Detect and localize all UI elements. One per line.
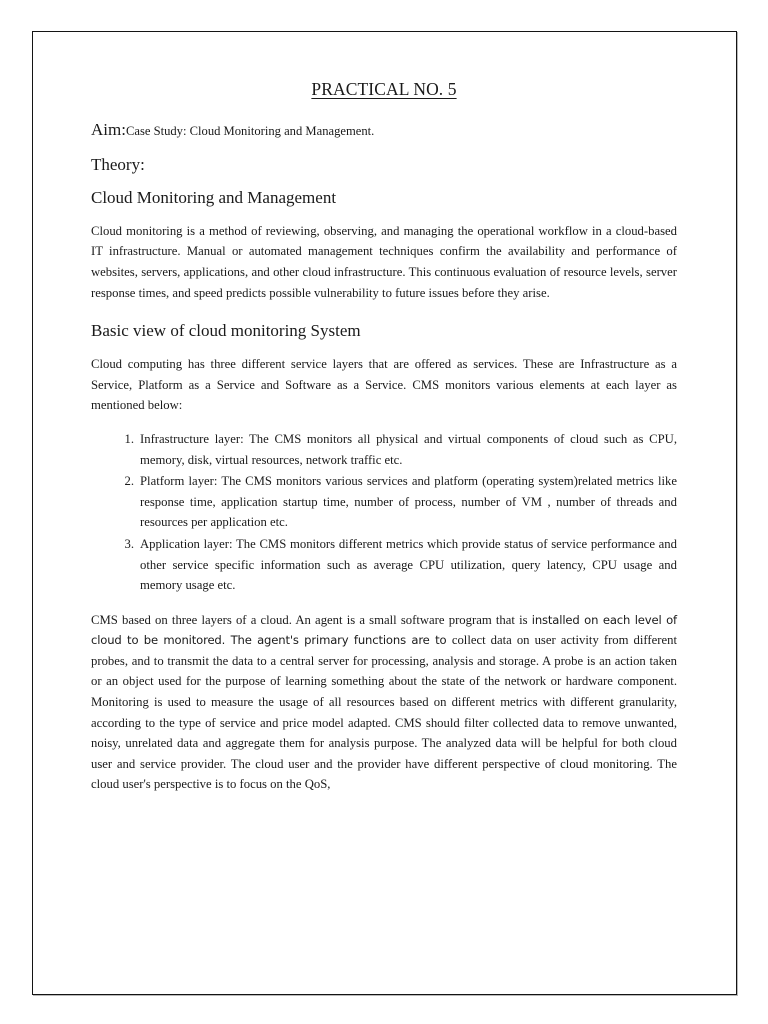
document-content xyxy=(91,78,677,795)
closing-paragraph-part-2: installed on each level of cloud to be monitored. The agent's primary functions are to xyxy=(91,612,677,648)
aim-text: Case Study: Cloud Monitoring and Management. xyxy=(125,123,375,138)
theory-heading: Theory: xyxy=(91,154,145,174)
section-heading-cloud-monitoring-and-management: Cloud Monitoring and Management xyxy=(91,187,337,207)
list-item: Application layer: The CMS monitors different metrics which provide status of service performance and other service specific information such as average CPU utilization, query latency, CPU usage and memory usage etc. xyxy=(140,536,677,593)
aim-label: Aim: xyxy=(91,119,126,139)
list-item: Platform layer: The CMS monitors various services and platform (operating system)related metrics like response time, application startup time, number of process, number of VM , number of threads and resources per application etc. xyxy=(140,474,677,530)
page-title xyxy=(91,78,677,102)
closing-paragraph xyxy=(91,610,677,795)
page-title-text: PRACTICAL NO. 5 xyxy=(311,79,457,99)
aim-line xyxy=(91,119,677,141)
section-paragraph-basic-view-of-cloud-monitoring-system: Cloud computing has three different service layers that are offered as services. These are Infrastructure as a Service, Platform as a Service and Software as a Service. CMS monitors various elements at each layer as mentioned below: xyxy=(91,357,677,413)
layer-list xyxy=(91,429,677,596)
section-heading-basic-view-of-cloud-monitoring-system: Basic view of cloud monitoring System xyxy=(91,321,361,341)
section-paragraph-cloud-monitoring-and-management: Cloud monitoring is a method of reviewing, observing, and managing the operational workflow in a cloud-based IT infrastructure. Manual or automated management techniques confirm the availability and performance of websites, servers, applications, and other cloud infrastructure. This continuous evaluation of resource levels, server response times, and speed predicts possible vulnerability to future issues before they arise. xyxy=(91,223,677,300)
closing-paragraph-part-1: CMS based on three layers of a cloud. An agent is a small software program that is xyxy=(91,612,532,627)
closing-paragraph-part-3: collect data on user activity from different probes, and to transmit the data to a central server for processing, analysis and storage. A probe is an action taken or an object used for the purpose of learning something about the state of the network or hardware component. Monitoring is used to measure the usage of all resources based on different metrics with different granularity, according to the type of service and price model adapted. CMS should filter collected data to remove unwanted, noisy, unrelated data and aggregate them for analysis purpose. The analyzed data will be helpful for both cloud user and service provider. The cloud user and the provider have different perspective of cloud monitoring. The cloud user's perspective is to focus on the QoS, xyxy=(91,633,677,792)
list-item: Infrastructure layer: The CMS monitors all physical and virtual components of cloud such as CPU, memory, disk, virtual resources, network traffic etc. xyxy=(140,432,677,467)
